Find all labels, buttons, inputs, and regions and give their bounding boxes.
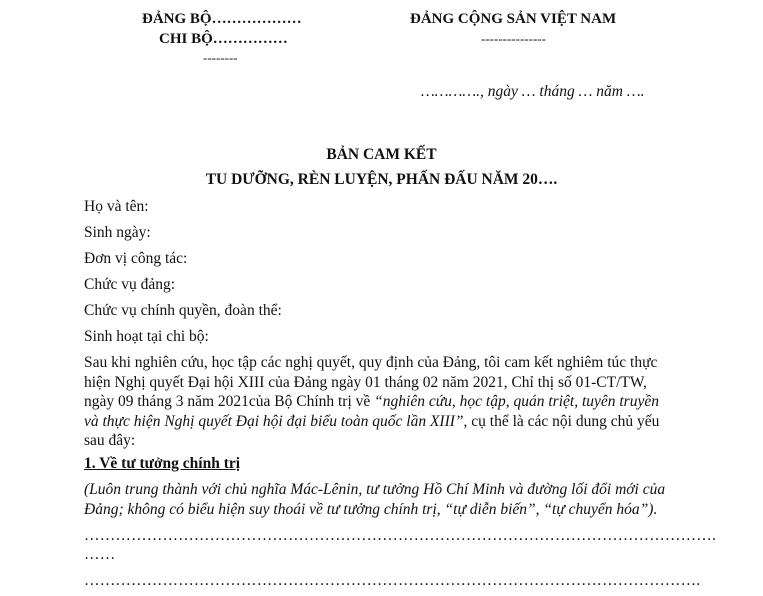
intro-line: sau đây: (84, 432, 136, 449)
field-work-unit: Đơn vị công tác: (84, 250, 188, 267)
fill-in-dots: ………………………………………………………………………………………………………. (84, 572, 701, 589)
document-title: BẢN CAM KẾT (326, 146, 437, 163)
fill-in-dots: …………………………………………………………………………………………………………. (84, 527, 717, 544)
field-birth-date: Sinh ngày: (84, 224, 151, 241)
section-1-note-line: (Luôn trung thành với chủ nghĩa Mác-Lênin, tư tưởng Hồ Chí Minh và đường lối đổi mới của (84, 481, 666, 498)
intro-line (84, 392, 684, 412)
fill-in-dots: …… (84, 546, 116, 563)
document-subtitle: TU DƯỠNG, RÈN LUYỆN, PHẤN ĐẤU NĂM 20…. (205, 171, 558, 188)
intro-quote: “nghiên cứu, học tập, quán triệt, tuyên truyền (374, 393, 659, 410)
party-name-heading: ĐẢNG CỘNG SẢN VIỆT NAM (410, 11, 617, 27)
field-party-cell: Sinh hoạt tại chi bộ: (84, 328, 209, 345)
intro-line: hiện Nghị quyết Đại hội XIII của Đảng ngày 01 tháng 02 năm 2021, Chỉ thị số 01-CT/TW, (84, 373, 647, 391)
intro-text: ngày 09 tháng 3 năm 2021của Bộ Chính trị về (84, 393, 375, 410)
section-1-note-line: Đảng; không có biểu hiện suy thoái về tư tưởng chính trị, “tự diễn biến”, “tự chuyển hóa”). (84, 501, 658, 518)
intro-line (84, 412, 684, 432)
intro-quote: và thực hiện Nghị quyết Đại hội đại biểu toàn quốc lần XIII” (84, 412, 464, 430)
date-line: …………., ngày … tháng … năm …. (421, 83, 645, 100)
intro-text: , cụ thể là các nội dung chủ yếu (463, 412, 660, 430)
right-divider: --------------- (481, 31, 546, 46)
party-cell-label: CHI BỘ…………… (159, 31, 288, 47)
field-party-position: Chức vụ đảng: (84, 276, 176, 293)
field-full-name: Họ và tên: (84, 198, 149, 215)
intro-paragraph (84, 353, 684, 451)
field-government-position: Chức vụ chính quyền, đoàn thể: (84, 302, 282, 319)
party-committee-label: ĐẢNG BỘ……………… (142, 11, 302, 27)
left-divider: -------- (203, 50, 238, 65)
section-1-title: 1. Về tư tưởng chính trị (84, 455, 241, 472)
intro-line: Sau khi nghiên cứu, học tập các nghị quyết, quy định của Đảng, tôi cam kết nghiêm túc thực (84, 354, 658, 371)
